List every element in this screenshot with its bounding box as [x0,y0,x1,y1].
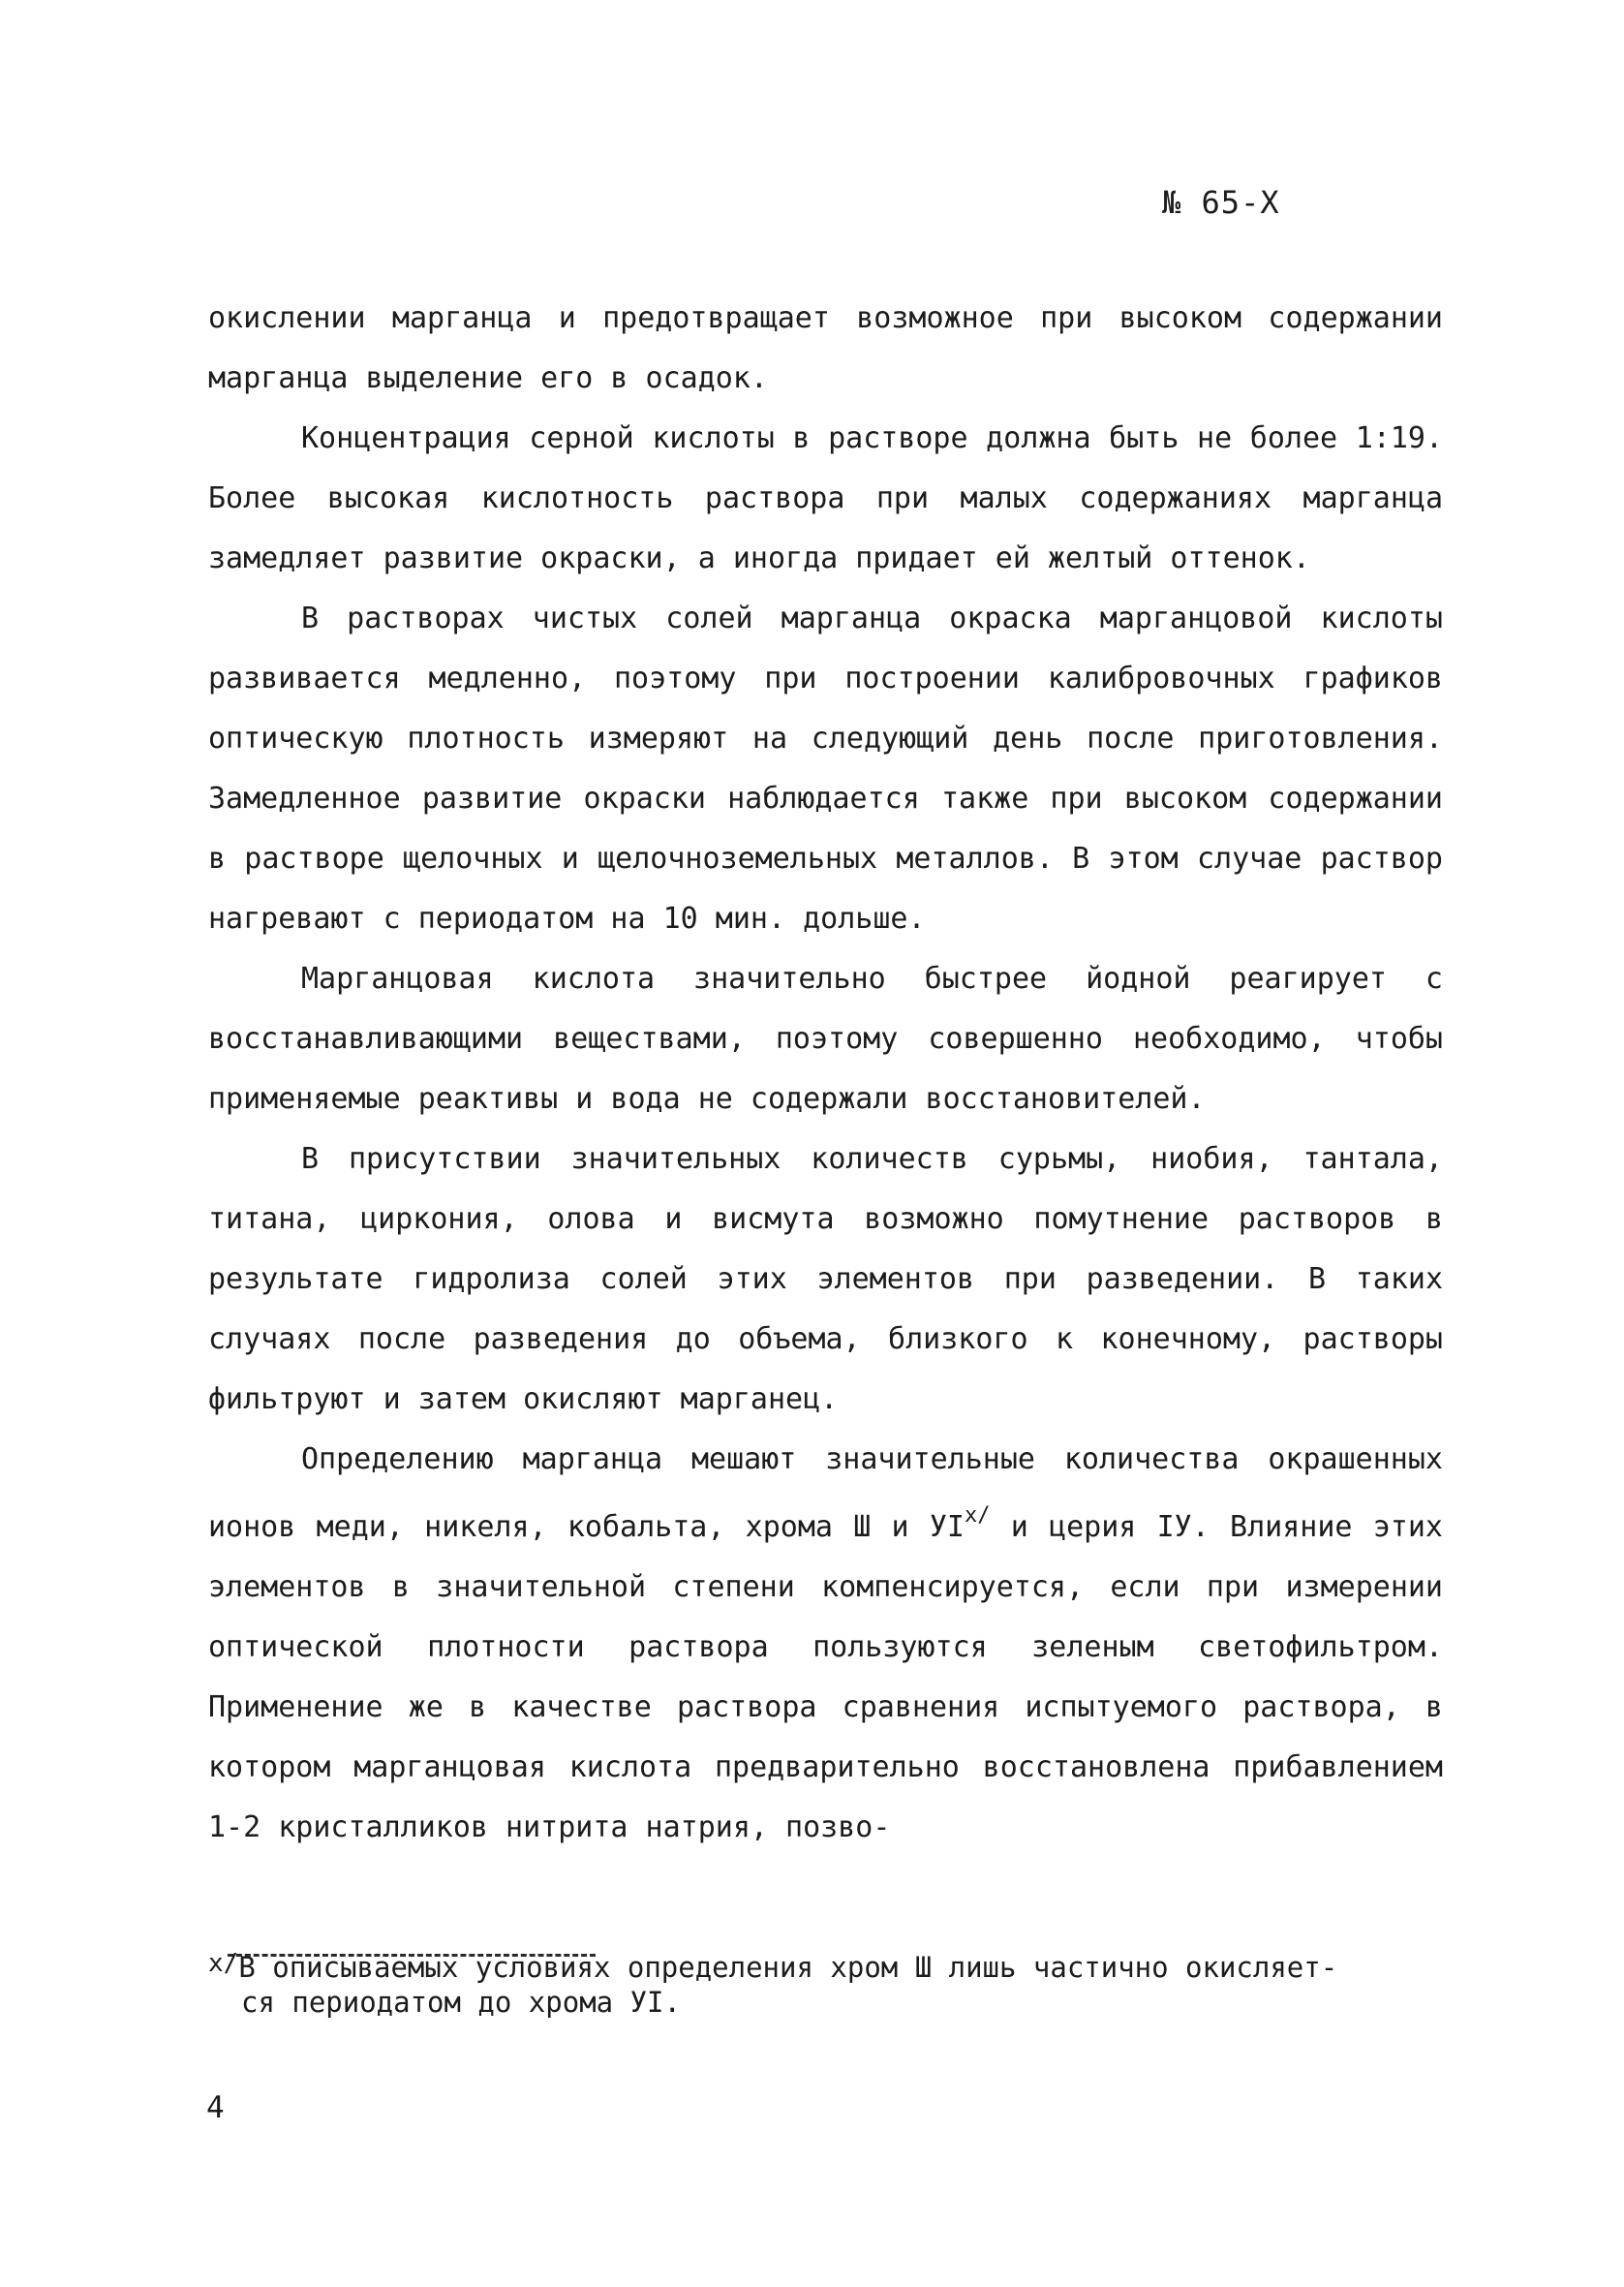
footnote-mark: х/ [208,1949,239,1978]
footnote-reference-mark: х/ [964,1503,991,1528]
paragraph-6 [208,1430,1443,1858]
footnote-line-1 [208,1951,1457,1986]
paragraph-2: Концентрация серной кислоты в растворе должна быть не более 1:19. Более высокая кислотность раствора при малых содержаниях марганца замедляет развитие окраски, а иногда придает ей желтый оттенок. [208,421,1443,575]
paragraph-6-part-2: и церия IУ. Влияние этих элементов в значительной степени компенсируется, если при измерении оптической плотности раствора пользуются зеленым светофильтром. Применение же в качестве раствора сравнения испытуемого раствора, в котором марганцовая кислота предварительно восстановлена прибавлением 1-2 кристалликов нитрита натрия, позво- [208,1510,1443,1844]
document-number: № 65-Х [1162,184,1280,221]
page-number: 4 [206,2090,225,2125]
body-text [208,289,1443,1858]
paragraph-5: В присутствии значительных количеств сурьмы, ниобия, тантала, титана, циркония, олова и висмута возможно помутнение растворов в результате гидролиза солей этих элементов при разведении. В таких случаях после разведения до объема, близкого к конечному, растворы фильтруют и затем окисляют марганец. [208,1142,1443,1416]
paragraph-1: окислении марганца и предотвращает возможное при высоком содержании марганца выделение его в осадок. [208,301,1443,395]
paragraph-4: Марганцовая кислота значительно быстрее йодной реагирует с восстанавливающими веществами, поэтому совершенно необходимо, чтобы применяемые реактивы и вода не содержали восстановителей. [208,962,1443,1116]
footnote-text-1: В описываемых условиях определения хром Ш лишь частично окисляет- [238,1951,1338,1984]
footnote-line-2: ся периодатом до хрома УI. [241,1986,681,2019]
paragraph-6-part-1: Определению марганца мешают значительные количества окрашенных ионов меди, никеля, кобальта, хрома Ш и УI [208,1442,1443,1544]
paragraph-3: В растворах чистых солей марганца окраска марганцовой кислоты развивается медленно, поэтому при построении калибровочных графиков оптическую плотность измеряют на следующий день после приготовления. Замедленное развитие окраски наблюдается также при высоком содержании в растворе щелочных и щелочноземельных металлов. В этом случае раствор нагревают с периодатом на 10 мин. дольше. [208,602,1443,936]
footnote [208,1951,1457,2019]
